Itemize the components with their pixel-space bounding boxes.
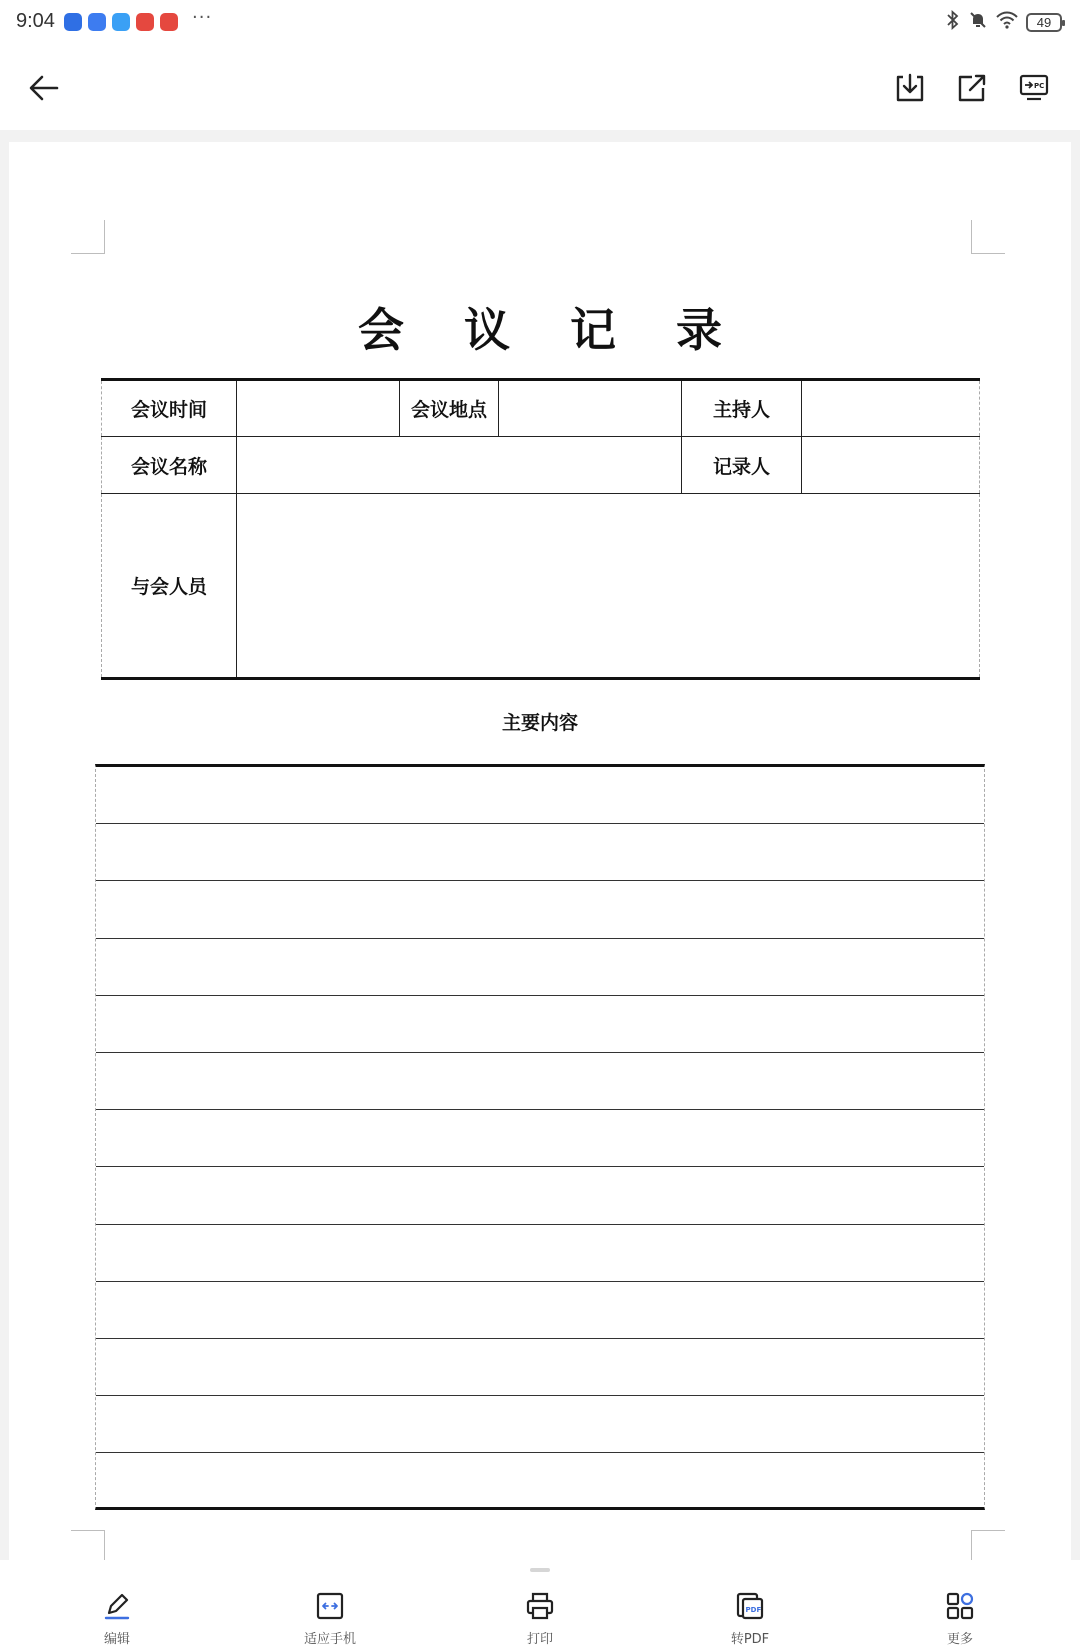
document-page[interactable]: [9, 142, 1071, 1562]
send-to-pc-button[interactable]: [1012, 66, 1056, 110]
status-time: 9:04: [16, 10, 55, 32]
section-title: 主要内容: [501, 712, 578, 734]
send-to-pc-icon: [1018, 72, 1050, 104]
more-button[interactable]: [910, 1590, 1010, 1647]
bottom-action-bar: [0, 1560, 1080, 1650]
fit-phone-button[interactable]: [280, 1590, 380, 1647]
bulb-app-icon: [88, 13, 106, 31]
crop-mark: [71, 1530, 105, 1564]
meeting-place-value[interactable]: [499, 380, 682, 437]
meeting-time-label: 会议时间: [102, 380, 237, 437]
content-line[interactable]: [96, 1339, 984, 1396]
content-line[interactable]: [96, 1110, 984, 1167]
download-icon: [894, 72, 926, 104]
status-bar: [0, 0, 1080, 46]
attendees-value[interactable]: [237, 494, 980, 679]
convert-pdf-label: 转PDF: [730, 1632, 770, 1647]
print-button[interactable]: [490, 1590, 590, 1647]
meeting-name-value[interactable]: [237, 437, 682, 494]
svg-text:PC: PC: [1034, 82, 1045, 90]
meeting-place-label: 会议地点: [400, 380, 499, 437]
content-line[interactable]: [96, 939, 984, 996]
listen-app-icon: [160, 13, 178, 31]
drag-handle[interactable]: [530, 1568, 550, 1572]
content-line[interactable]: [96, 824, 984, 881]
main-content-lines[interactable]: [95, 764, 985, 1510]
fit-phone-label: 适应手机: [303, 1632, 356, 1647]
pdf-convert-icon: [734, 1590, 766, 1622]
attendees-label: 与会人员: [102, 494, 237, 679]
arrow-left-icon: [29, 75, 59, 101]
content-line[interactable]: [96, 996, 984, 1053]
crop-mark: [971, 1530, 1005, 1564]
crop-mark: [71, 220, 105, 254]
back-button[interactable]: [22, 66, 66, 110]
weather-app-icon: [112, 13, 130, 31]
bluetooth-icon: [946, 10, 960, 34]
content-line[interactable]: [96, 1453, 984, 1510]
printer-icon: [524, 1590, 556, 1622]
edit-button[interactable]: [67, 1590, 167, 1647]
content-line[interactable]: [96, 767, 984, 824]
edit-label: 编辑: [103, 1632, 130, 1647]
export-button[interactable]: [950, 66, 994, 110]
more-label: 更多: [946, 1632, 973, 1647]
host-value[interactable]: [802, 380, 980, 437]
more-notifications-icon: ···: [192, 7, 213, 28]
mute-bell-icon: [968, 10, 988, 34]
share-export-icon: [956, 72, 988, 104]
pencil-icon: [101, 1590, 133, 1622]
content-line[interactable]: [96, 1053, 984, 1110]
cloud-app-icon: [64, 13, 82, 31]
wifi-icon: [996, 11, 1018, 33]
meeting-info-table: [101, 378, 980, 680]
battery-indicator: 49: [1026, 13, 1062, 32]
red-app-icon: [136, 13, 154, 31]
download-button[interactable]: [888, 66, 932, 110]
content-line[interactable]: [96, 1225, 984, 1282]
fit-phone-icon: [314, 1590, 346, 1622]
crop-mark: [971, 220, 1005, 254]
content-line[interactable]: [96, 1167, 984, 1224]
recorder-value[interactable]: [802, 437, 980, 494]
content-line[interactable]: [96, 881, 984, 938]
svg-text:PDF: PDF: [745, 1606, 762, 1614]
recorder-label: 记录人: [682, 437, 802, 494]
convert-pdf-button[interactable]: [700, 1590, 800, 1647]
top-toolbar: [0, 46, 1080, 130]
meeting-time-value[interactable]: [237, 380, 400, 437]
more-grid-icon: [944, 1590, 976, 1622]
document-title: 会议记录: [358, 303, 782, 357]
content-line[interactable]: [96, 1396, 984, 1453]
meeting-name-label: 会议名称: [102, 437, 237, 494]
host-label: 主持人: [682, 380, 802, 437]
print-label: 打印: [526, 1632, 553, 1647]
content-line[interactable]: [96, 1282, 984, 1339]
